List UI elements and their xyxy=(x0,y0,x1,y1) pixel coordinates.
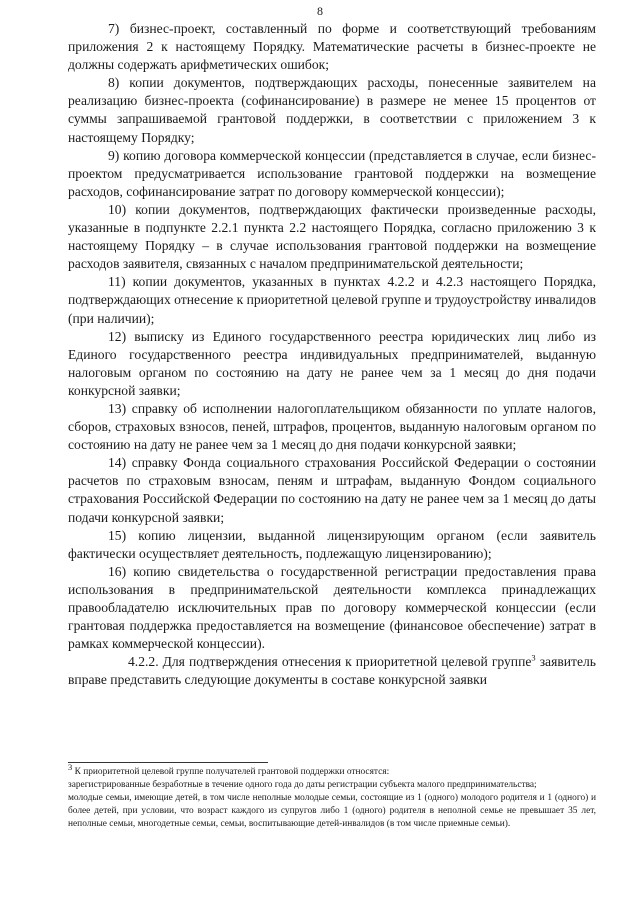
footnote-line-families: молодые семьи, имеющие детей, в том числе неполные молодые семьи, состоящие из 1 (одного) молодого родителя и 1 (одного) и более детей, при условии, что возраст каждого из супругов либо 1 (одного) родителя в неполной семье не превышает 35 лет, неполные семьи, многодетные семьи, семьи, воспитывающие детей-инвалидов (в том числе приемные семьи). xyxy=(68,793,596,829)
footnotes xyxy=(68,761,596,831)
clause-4-2-2 xyxy=(68,653,596,689)
list-item-8: 8) копии документов, подтверждающих расходы, понесенные заявителем на реализацию бизнес-проекта (софинансирование) в размере не менее 15 процентов от суммы запрашиваемой грантовой поддержки, в соответствии с приложением 3 к настоящему Порядку; xyxy=(68,75,596,145)
clause-text-start: 4.2.2. Для подтверждения отнесения к приоритетной целевой группе xyxy=(128,654,532,670)
list-item-11: 11) копии документов, указанных в пунктах 4.2.2 и 4.2.3 настоящего Порядка, подтверждающих отнесение к приоритетной целевой группе и трудоустройству инвалидов (при наличии); xyxy=(68,274,596,326)
page-number: 8 xyxy=(317,4,323,18)
footnote-title xyxy=(68,761,596,779)
clause-text-end: заявитель вправе представить следующие документы в составе конкурсной заявки xyxy=(68,654,596,688)
list-item-14: 14) справку Фонда социального страхования Российской Федерации о состоянии расчетов по страховым взносам, пеням и штрафам, выданную Фондом социального страхования Российской Федерации по состоянию на дату не ранее чем за 1 месяц до даты подачи конкурсной заявки; xyxy=(68,455,596,525)
list-item-7: 7) бизнес-проект, составленный по форме и соответствующий требованиям приложения 2 к настоящему Порядку. Математические расчеты в бизнес-проекте не должны содержать арифметических ошибок; xyxy=(68,21,596,73)
footnote-divider xyxy=(68,762,268,763)
list-item-13: 13) справку об исполнении налогоплательщиком обязанности по уплате налогов, сборов, страховых взносов, пеней, штрафов, процентов, выданную налоговым органом по состоянию на дату не ранее чем за 1 месяц до дня подачи конкурсной заявки; xyxy=(68,400,596,453)
footnote-mark: 3 xyxy=(68,761,73,772)
footnote-line-unemployed: зарегистрированные безработные в течение одного года до даты регистрации субъекта малого предпринимательства; xyxy=(68,780,537,790)
document-body xyxy=(68,20,596,689)
list-item-10: 10) копии документов, подтверждающих фактически произведенные расходы, указанные в подпункте 2.2.1 пункта 2.2 настоящего Порядка, согласно приложению 3 к настоящему Порядку – в случае использования грантовой поддержки на возмещение расходов заявителя, связанных с началом предпринимательской деятельности; xyxy=(68,201,596,272)
list-item-9: 9) копию договора коммерческой концессии (представляется в случае, если бизнес-проектом предусматривается использование грантовой поддержки на возмещение расходов, софинансирование затрат по договору коммерческой концессии); xyxy=(68,147,596,199)
list-item-15: 15) копию лицензии, выданной лицензирующим органом (если заявитель фактически осуществляет деятельность, подлежащую лицензированию); xyxy=(68,527,596,561)
footnote-title-text: К приоритетной целевой группе получателей грантовой поддержки относятся: xyxy=(72,767,390,777)
footnote-reference: 3 xyxy=(531,652,536,663)
list-item-16: 16) копию свидетельства о государственной регистрации предоставления права использования в предпринимательской деятельности комплекса принадлежащих правообладателю исключительных прав по договору коммерческой концессии (если грантовая поддержка предоставляется на возмещение (финансовое обеспечение) затрат в рамках коммерческой концессии). xyxy=(68,563,596,652)
list-item-12: 12) выписку из Единого государственного реестра юридических лиц либо из Единого государственного реестра индивидуальных предпринимателей, выданную налоговым органом по состоянию на дату не ранее чем за 1 месяц до дня подачи конкурсной заявки; xyxy=(68,328,596,398)
